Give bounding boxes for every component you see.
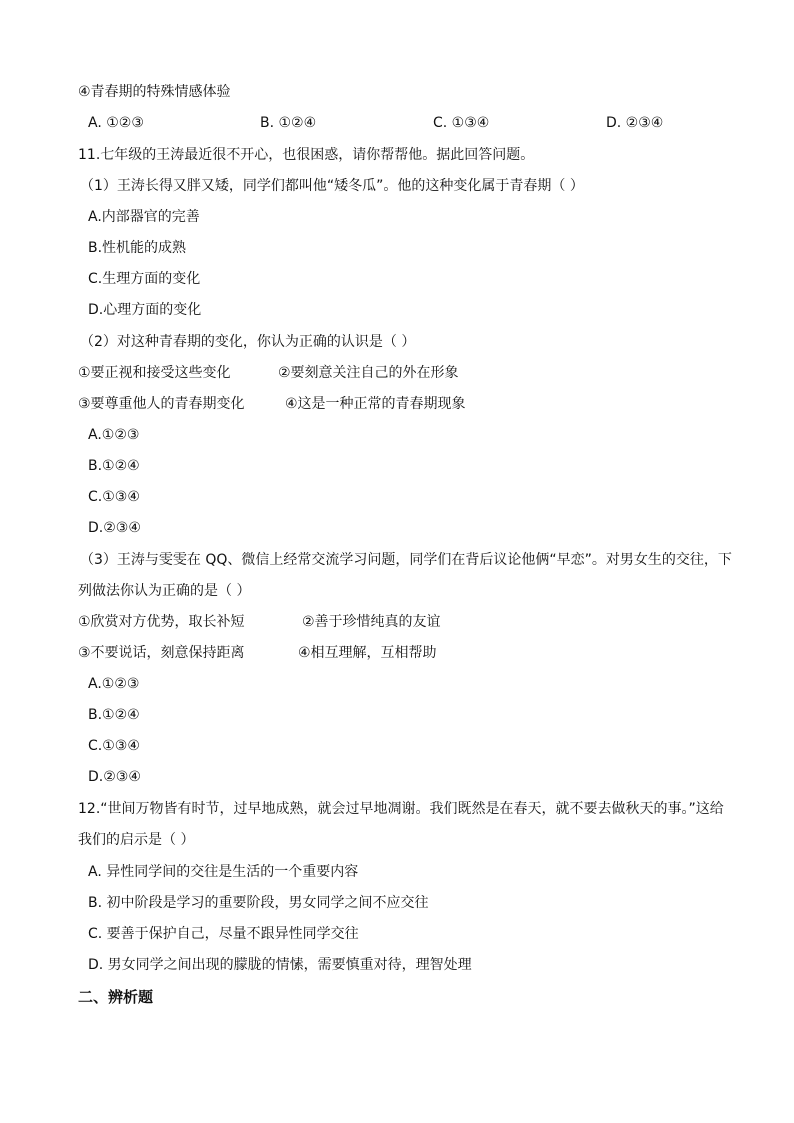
q11-part3-item-4: ④相互理解，互相帮助 [298,645,437,661]
q12-option-a: A. 异性同学间的交往是生活的一个重要内容 [88,864,359,880]
q11-part3-question-line2: 列做法你认为正确的是（ ） [78,583,251,599]
q10-option-d: D. ②③④ [606,115,664,131]
q11-part3-item-2: ②善于珍惜纯真的友谊 [302,614,441,630]
q10-item-4: ④青春期的特殊情感体验 [78,84,231,100]
q10-option-c: C. ①③④ [433,115,490,131]
q11-part2-items-row2 [78,394,578,414]
q11-part2-items-row1 [78,363,578,383]
q11-part1-option-b: B.性机能的成熟 [88,240,187,256]
q11-part3-option-b: B.①②④ [88,707,140,723]
q11-part2-option-b: B.①②④ [88,458,140,474]
q10-options [88,113,708,133]
q11-part1-option-c: C.生理方面的变化 [88,271,201,287]
q11-part2-item-1: ①要正视和接受这些变化 [78,365,231,381]
q12-option-b: B. 初中阶段是学习的重要阶段，男女同学之间不应交往 [88,895,429,911]
q11-part3-items-row2 [78,643,578,663]
q11-part3-item-3: ③不要说话，刻意保持距离 [78,645,245,661]
section-title: 二、辨析题 [78,988,154,1006]
q11-part2-item-2: ②要刻意关注自己的外在形象 [278,365,459,381]
q11-part2-option-d: D.②③④ [88,520,141,536]
q10-option-b: B. ①②④ [260,115,317,131]
q11-part3-item-1: ①欣赏对方优势，取长补短 [78,614,245,630]
q12-option-d: D. 男女同学之间出现的朦胧的情愫，需要慎重对待，理智处理 [88,957,472,973]
q11-part3-question-line1: （3）王涛与雯雯在 QQ、微信上经常交流学习问题，同学们在背后议论他俩“早恋”。对男女生的交往，下 [80,552,732,568]
q11-part3-items-row1 [78,612,578,632]
q12-option-c: C. 要善于保护自己，尽量不跟异性同学交往 [88,926,359,942]
q12-stem-line2: 我们的启示是（ ） [78,832,195,848]
q11-part3-option-a: A.①②③ [88,676,140,692]
q11-part2-question: （2）对这种青春期的变化，你认为正确的认识是（ ） [80,334,416,350]
q11-part1-option-a: A.内部器官的完善 [88,209,200,225]
q11-part3-option-d: D.②③④ [88,769,141,785]
q11-part1-option-d: D.心理方面的变化 [88,302,202,318]
q11-part2-option-c: C.①③④ [88,489,140,505]
q11-part2-item-3: ③要尊重他人的青春期变化 [78,396,245,412]
q11-part2-item-4: ④这是一种正常的青春期现象 [285,396,466,412]
q10-option-a: A. ①②③ [88,115,144,131]
q11-part2-option-a: A.①②③ [88,427,140,443]
q11-part3-option-c: C.①③④ [88,738,140,754]
q11-stem: 11.七年级的王涛最近很不开心，也很困惑，请你帮帮他。据此回答问题。 [78,147,535,163]
q11-part1-question: （1）王涛长得又胖又矮，同学们都叫他“矮冬瓜”。他的这种变化属于青春期（ ） [80,178,584,194]
q12-stem-line1: 12.“世间万物皆有时节，过早地成熟，就会过早地凋谢。我们既然是在春天，就不要去做秋天的事。”这给 [78,801,724,817]
